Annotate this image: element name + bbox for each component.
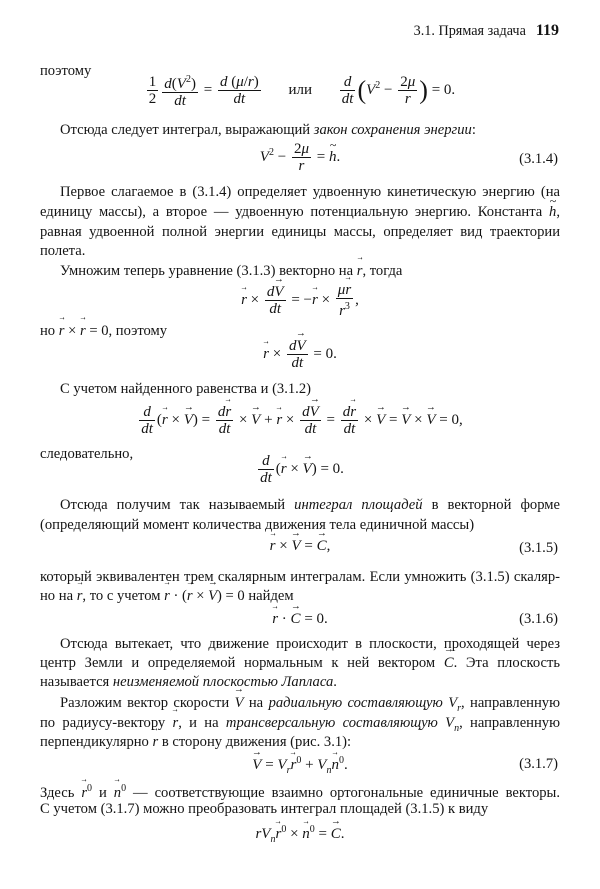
text-line: который эквивалентен трем скалярным интегралам. Если умножить (3.1.5) скаляр- (40, 569, 560, 585)
text-line: но → r × → r = 0, поэтому (40, 322, 560, 340)
equation-conserved: $\frac{d}{dt}$ (→ r × → V) = 0. (40, 453, 560, 486)
text-line: С учетом найденного равенства и (3.1.2) (60, 381, 311, 397)
text-line: центр Земли и определяемой нормальным к ней вектором → C. Эта плоскость (40, 654, 560, 672)
equation-number: (3.1.7) (519, 756, 558, 772)
text-line: Здесь → $r^0$ $и \to n^0$ — соответствующие взаимно ортогональные единичные векторы. (40, 780, 560, 802)
page-number: 119 (535, 22, 559, 39)
equation-number: (3.1.6) (519, 611, 558, 627)
equation-cross-r-dV: → r × $\frac{d\to V}{dt}$ = −→ r × $\frac{\mu\to r}{r^3}$ , (40, 282, 560, 319)
text-line: поэтому (40, 63, 92, 79)
text-line: называется неизменяемой плоскостью Лапласа. (40, 674, 337, 690)
equation-3-1-4: $V^2$ − $\frac{2\mu}{r}$ = ~ h. (40, 141, 560, 174)
text-line: перпендикулярно → r в сторону движения (рис. 3.1): (40, 733, 560, 751)
text-line: Отсюда вытекает, что движение происходит в плоскости, проходящей через (60, 636, 560, 652)
text-line: но на → r, то с учетом → r · (→ r × → V) = 0 найдем (40, 587, 560, 605)
equation-cross-zero: → r × $\frac{d\to V}{dt}$ = 0. (40, 338, 560, 371)
equation-number: (3.1.4) (519, 151, 558, 167)
text-line: полета. (40, 243, 86, 259)
text-line: Умножим теперь уравнение (3.1.3) векторно на → r, тогда (40, 262, 560, 280)
text-line: Разложим вектор скорости → V на радиальную составляющую $V_r$, направленную (40, 694, 560, 718)
text-line: по радиусу-вектору → r, и на трансверсальную составляющую $V_n$, направленную (40, 714, 560, 738)
equation-3-1-7: → $V = V_r\to r^0 + V_n\to n^0$. (40, 755, 560, 776)
equation-number: (3.1.5) (519, 540, 558, 556)
section-title: 3.1. Прямая задача (413, 23, 526, 39)
equation-energy-derivative: $\frac{1}{2}$ $\frac{d(V^2)}{dt}$ = $\frac{d (\mu/r)}{dt}$ или $\frac{d}{dt}$ ($V^2$ − $\frac{2\mu}{r}$ ) = 0. (148, 74, 456, 109)
equation-derivative-cross: $\frac{d}{dt}$ (→ r × → V) = $\frac{d\to r}{dt}$ × → V + → r × $\frac{d\to V}{dt}$ = $\frac{d\to r}{dt}$ × → V = → V × → V = 0, (40, 404, 560, 437)
equation-area-integral: $rV_n\to r^0$ × → $n^0$ = → C. (40, 824, 560, 845)
text-line: (определяющий момент количества движения тела единичной массы) (40, 517, 475, 533)
equation-3-1-5: → r × → V = → C, (40, 538, 560, 555)
equation-3-1-6: → r · → C = 0. (40, 611, 560, 628)
paragraph-energy-integral: Отсюда следует интеграл, выражающий закон сохранения энергии: (60, 122, 476, 138)
text-line: равная удвоенной полной энергии единицы массы, определяет вид траектории (40, 224, 560, 240)
text-line: С учетом (3.1.7) можно преобразовать интеграл площадей (3.1.5) к виду (40, 801, 489, 817)
text-line: Отсюда получим так называемый интеграл площадей в векторной форме (60, 497, 560, 513)
running-header (414, 22, 559, 40)
text-line: Первое слагаемое в (3.1.4) определяет удвоенную кинетическую энергию (на (60, 184, 560, 200)
text-line: следовательно, (40, 446, 134, 462)
text-line: единицу массы), а второе — удвоенную потенциальную энергию. Константа ~ h, (40, 203, 560, 221)
